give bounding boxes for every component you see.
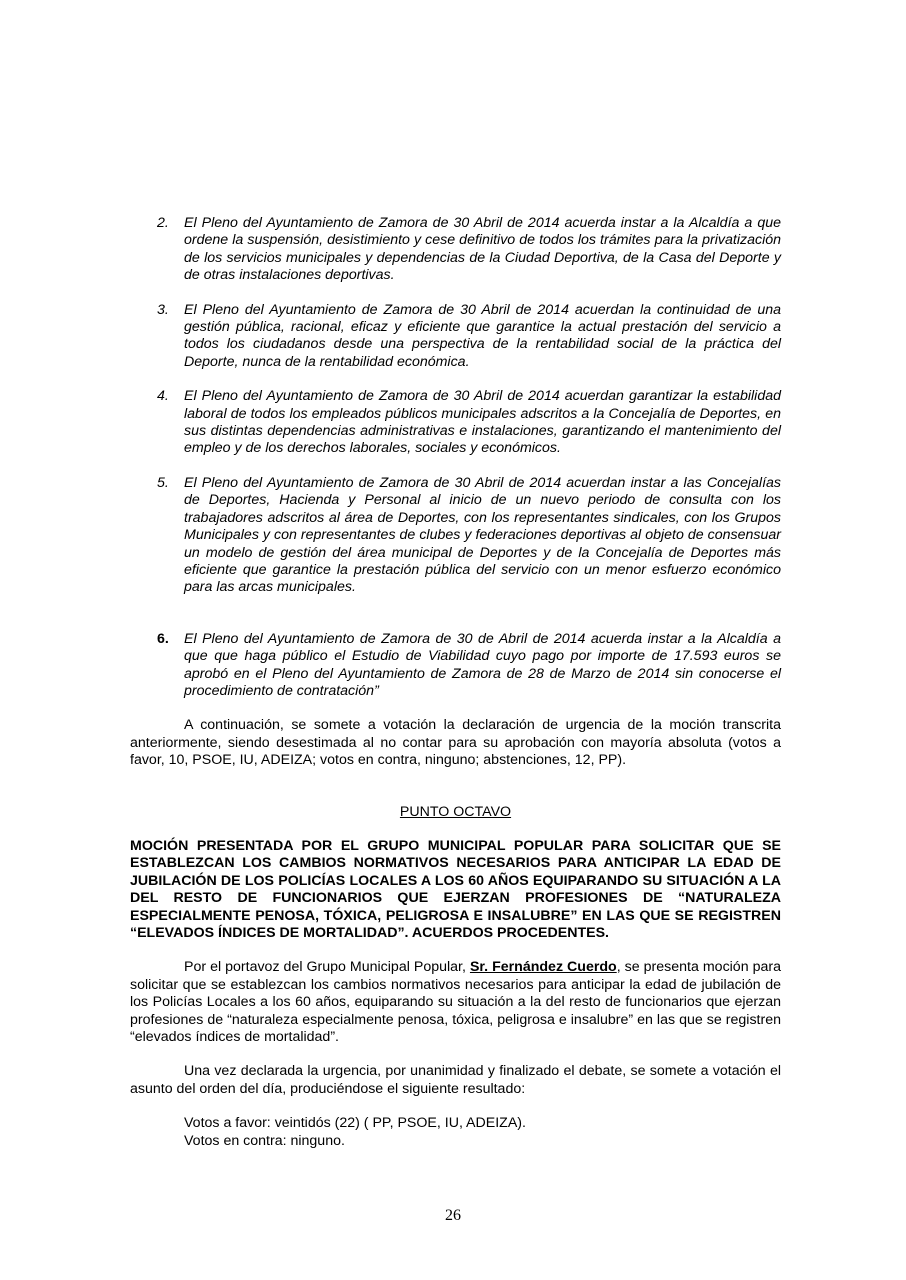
- list-item-text: El Pleno del Ayuntamiento de Zamora de 30 Abril de 2014 acuerda instar a la Alcaldía a que ordene la suspensión, desistimiento y cese definitivo de todos los trámites para la privatización de los servicios municipales y dependencias de la Ciudad Deportiva, de la Casa del Deporte y de otras instalaciones deportivas.: [184, 215, 781, 284]
- presentation-paragraph: [130, 959, 781, 1046]
- list-item-text: El Pleno del Ayuntamiento de Zamora de 30 de Abril de 2014 acuerda instar a la Alcaldía a que que haga público el Estudio de Viabilidad cuyo pago por importe de 17.593 euros se aprobó en el Pleno del Ayuntamiento de Zamora de 28 de Marzo de 2014 sin conocerse el procedimiento de contratación”: [184, 630, 781, 699]
- section-heading: PUNTO OCTAVO: [399, 803, 512, 820]
- list-number: 5.: [157, 474, 169, 491]
- votes-contra: Votos en contra: ninguno.: [184, 1132, 345, 1149]
- list-item-2: [130, 215, 781, 285]
- motion-title: MOCIÓN PRESENTADA POR EL GRUPO MUNICIPAL POPULAR PARA SOLICITAR QUE SE ESTABLEZCAN LOS CAMBIOS NORMATIVOS NECESARIOS PARA ANTICIPAR LA EDAD DE JUBILACIÓN DE LOS POLICÍAS LOCALES A LOS 60 AÑOS EQUIPARANDO SU SITUACIÓN A LA DEL RESTO DE FUNCIONARIOS QUE EJERZAN PROFESIONES DE “NATURALEZA ESPECIALMENTE PENOSA, TÓXICA, PELIGROSA E INSALUBRE” EN LAS QUE SE REGISTREN “ELEVADOS ÍNDICES DE MORTALIDAD”. ACUERDOS PROCEDENTES.: [130, 837, 781, 941]
- presentation-text-before: Por el portavoz del Grupo Municipal Popular,: [184, 959, 470, 976]
- list-item-6: [130, 631, 781, 701]
- list-item-text: El Pleno del Ayuntamiento de Zamora de 30 Abril de 2014 acuerdan garantizar la estabilidad laboral de todos los empleados públicos municipales adscritos a la Concejalía de Deportes, en sus distintas dependencias administrativas e instalaciones, garantizando el mantenimiento del empleo y de los derechos laborales, sociales y económicos.: [184, 388, 781, 457]
- list-number: 2.: [157, 215, 169, 231]
- presentation-text-after: , se presenta moción para solicitar que se establezcan los cambios normativos necesarios para anticipar la edad de jubilación de los Policías Locales a los 60 años, equiparando su situación a la del resto de funcionarios que ejerzan profesiones de “naturaleza especialmente penosa, tóxica, peligrosa e insalubre” en las que se registren “elevados índices de mortalidad”.: [130, 959, 781, 1046]
- continuation-paragraph: A continuación, se somete a votación la declaración de urgencia de la moción transcrita anteriormente, siendo desestimada al no contar para su aprobación con mayoría absoluta (votos a favor, 10, PSOE, IU, ADEIZA; votos en contra, ninguno; abstenciones, 12, PP).: [130, 717, 781, 769]
- document-body: [130, 215, 781, 1150]
- speaker-name: Sr. Fernández Cuerdo: [469, 959, 617, 976]
- page-number: 26: [445, 1207, 461, 1224]
- list-item-5: [130, 475, 781, 597]
- list-item-text: El Pleno del Ayuntamiento de Zamora de 30 Abril de 2014 acuerdan la continuidad de una gestión pública, racional, eficaz y eficiente que garantice la actual prestación del servicio a todos los ciudadanos desde una perspectiva de la rentabilidad social de la práctica del Deporte, nunca de la rentabilidad económica.: [184, 301, 781, 370]
- votes-block: [130, 1115, 781, 1150]
- list-item-4: [130, 388, 781, 458]
- urgency-paragraph: Una vez declarada la urgencia, por unanimidad y finalizado el debate, se somete a votación el asunto del orden del día, produciéndose el siguiente resultado:: [130, 1063, 781, 1097]
- list-number: 4.: [157, 388, 169, 405]
- list-item-text: El Pleno del Ayuntamiento de Zamora de 30 Abril de 2014 acuerdan instar a las Concejalías de Deportes, Hacienda y Personal al inicio de un nuevo periodo de consulta con los trabajadores adscritos al área de Deportes, con los representantes sindicales, con los Grupos Municipales y con representantes de clubes y federaciones deportivas al objeto de consensuar un modelo de gestión del área municipal de Deportes y de la Concejalía de Deportes más eficiente que garantice la prestación pública del servicio con un menor esfuerzo económico para las arcas municipales.: [184, 474, 781, 596]
- list-number: 6.: [157, 630, 169, 647]
- list-item-3: [130, 302, 781, 372]
- list-number: 3.: [157, 301, 169, 318]
- votes-favor: Votos a favor: veintidós (22) ( PP, PSOE, IU, ADEIZA).: [184, 1115, 526, 1132]
